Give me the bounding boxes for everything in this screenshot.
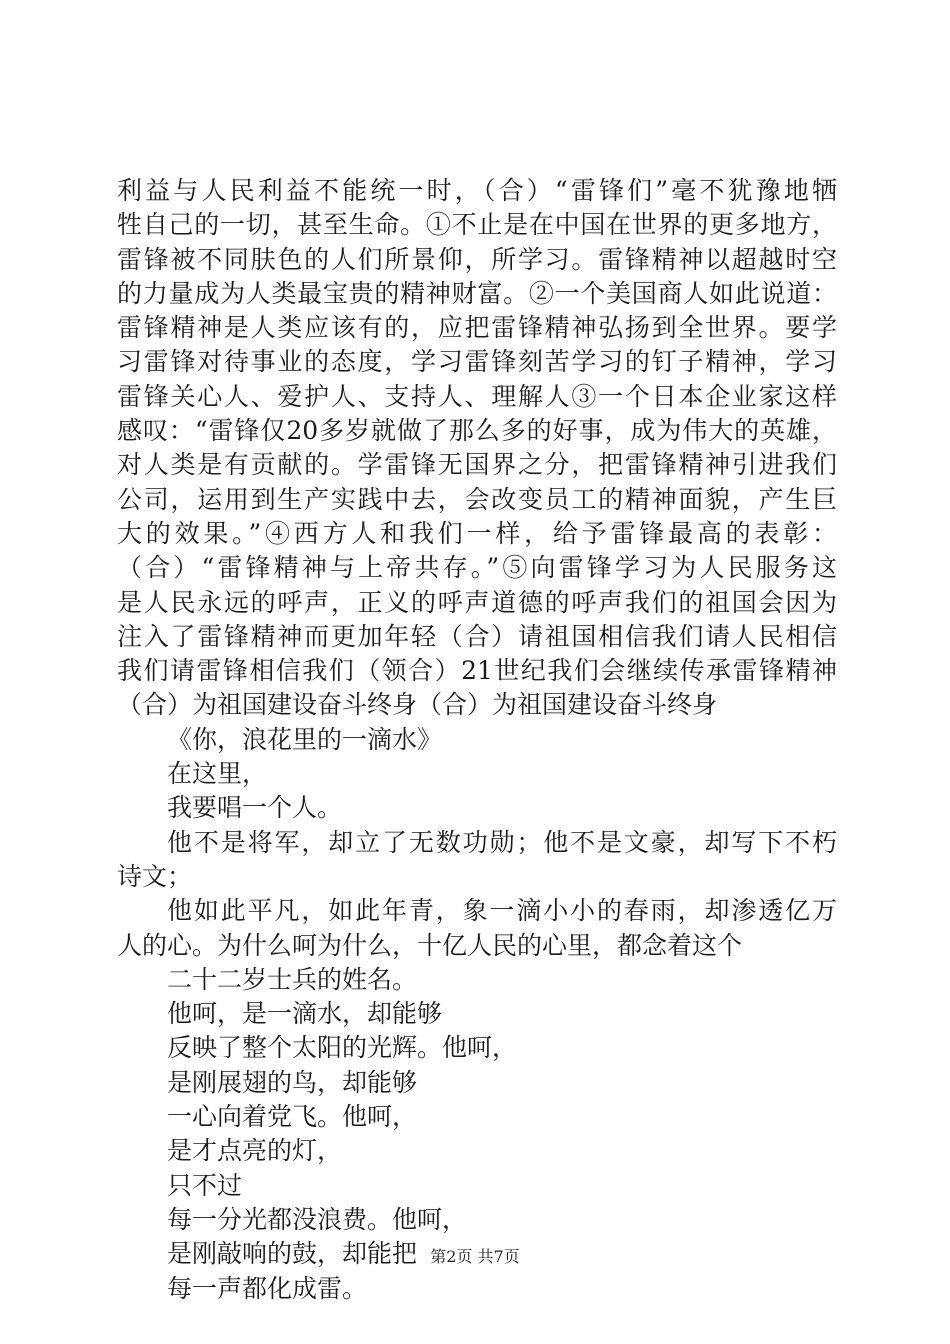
text-line: 是刚展翅的鸟，却能够	[167, 1067, 418, 1097]
text-line: 我要唱一个人。	[167, 793, 343, 823]
document-body	[117, 174, 837, 1306]
text-line: 他不是将军，却立了无数功勋；他不是文豪，却写下不朽	[167, 827, 837, 857]
text-line: 诗文；	[117, 861, 193, 891]
text-line: 牲自己的一切，甚至生命。①不止是在中国在世界的更多地方，	[117, 210, 837, 240]
text-line: 感叹：“雷锋仅20多岁就做了那么多的好事，成为伟大的英雄，	[117, 416, 837, 446]
text-line: 利益与人民利益不能统一时，（合）“雷锋们”毫不犹豫地牺	[117, 176, 837, 205]
text-line: 公司，运用到生产实践中去，会改变员工的精神面貌，产生巨	[117, 484, 837, 514]
text-line: 一心向着党飞。他呵，	[167, 1102, 418, 1132]
text-line: 反映了整个太阳的光辉。他呵，	[167, 1033, 518, 1063]
text-line: （合）为祖国建设奋斗终身（合）为祖国建设奋斗终身	[117, 690, 718, 720]
text-line: 大的效果。”④西方人和我们一样，给予雷锋最高的表彰：	[117, 518, 837, 548]
text-line: 雷锋被不同肤色的人们所景仰，所学习。雷锋精神以超越时空	[117, 244, 837, 274]
text-line: 是人民永远的呼声，正义的呼声道德的呼声我们的祖国会因为	[117, 587, 837, 617]
text-line: 人的心。为什么呵为什么，十亿人民的心里，都念着这个	[117, 930, 743, 960]
text-line: 我们请雷锋相信我们（领合）21世纪我们会继续传承雷锋精神	[117, 656, 837, 686]
text-line: 每一声都化成雷。	[167, 1273, 368, 1303]
text-line: （合）“雷锋精神与上帝共存。”⑤向雷锋学习为人民服务这	[117, 553, 837, 583]
text-line: 每一分光都没浪费。他呵，	[167, 1204, 468, 1234]
text-line: 的力量成为人类最宝贵的精神财富。②一个美国商人如此说道：	[117, 278, 837, 308]
text-line: 只不过	[167, 1170, 243, 1200]
text-line: 注入了雷锋精神而更加年轻（合）请祖国相信我们请人民相信	[117, 621, 837, 651]
text-line: 他呵，是一滴水，却能够	[167, 999, 443, 1029]
text-line: 是才点亮的灯，	[167, 1136, 343, 1166]
text-line: 习雷锋对待事业的态度，学习雷锋刻苦学习的钉子精神，学习	[117, 347, 837, 377]
text-line: 在这里，	[167, 759, 268, 789]
text-line: 对人类是有贡献的。学雷锋无国界之分，把雷锋精神引进我们	[117, 450, 837, 480]
text-line: 雷锋关心人、爱护人、支持人、理解人③一个日本企业家这样	[117, 381, 837, 411]
text-line: 二十二岁士兵的姓名。	[167, 964, 418, 994]
text-line: 雷锋精神是人类应该有的，应把雷锋精神弘扬到全世界。要学	[117, 313, 837, 343]
text-line: 是刚敲响的鼓，却能把	[167, 1239, 418, 1269]
text-line: 《你，浪花里的一滴水》	[167, 724, 443, 754]
text-line: 他如此平凡，如此年青，象一滴小小的春雨，却渗透亿万	[167, 896, 837, 926]
page-number-footer: 第2页 共7页	[430, 1247, 520, 1266]
